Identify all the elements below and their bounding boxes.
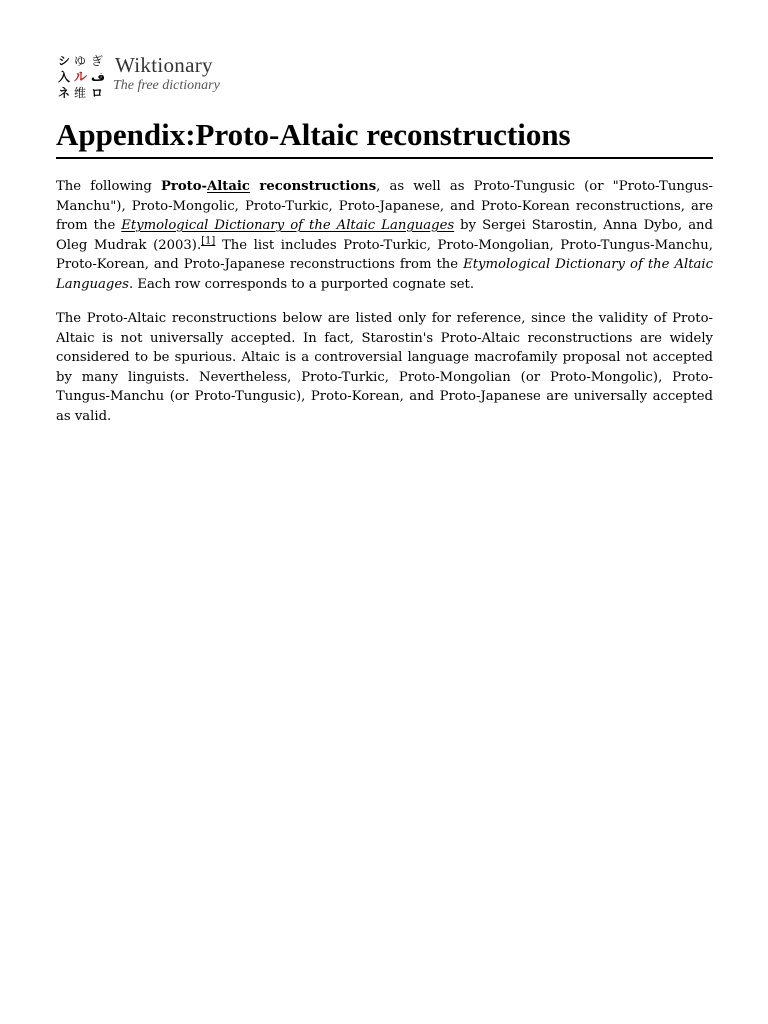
logo-glyph: ف [91,70,105,84]
bold-term [161,179,376,194]
logo-glyph: 入 [58,70,71,84]
book-title-link[interactable]: Etymological Dictionary of the Altaic Languages [121,218,455,233]
logo-glyph: ぎ [91,54,104,68]
text-run: , as well as Proto-Tungusic (or "Proto-Tungus-Manchu"), Proto-Mongolic, Proto-Turkic, Proto-Japanese, and Proto-Korean reconstructions, are from the [56,179,713,233]
logo-glyph: シ [58,54,71,68]
logo-glyph: ネ [58,86,71,100]
article-body [56,177,713,441]
page-title: Appendix:Proto-Altaic reconstructions [56,116,713,159]
text-run: The following [56,179,161,194]
disclaimer-paragraph: The Proto-Altaic reconstructions below are listed only for reference, since the validity of Proto-Altaic is not universally accepted. In fact, Starostin's Proto-Altaic reconstructions are widely considered to be spurious. Altaic is a controversial language macrofamily proposal not accepted by many linguists. Nevertheless, Proto-Turkic, Proto-Mongolian (or Proto-Mongolic), Proto-Tungus-Manchu (or Proto-Tungusic), Proto-Korean, and Proto-Japanese are universally accepted as valid. [56,311,713,424]
bold-reconstructions: reconstructions [249,179,377,194]
text-run: . Each row corresponds to a purported cognate set. [128,276,475,292]
site-name[interactable]: Wiktionary [115,53,213,77]
bold-proto: Proto- [160,179,207,194]
text-run: The list includes Proto-Turkic, Proto-Mongolian, Proto-Tungus-Manchu, Proto-Korean, and Proto-Japanese reconstructions from the [56,237,713,272]
logo-glyph: ル [74,70,88,85]
site-tagline: The free dictionary [113,78,220,93]
altaic-link[interactable]: Altaic [206,179,250,194]
logo-glyph: 维 [74,86,87,100]
text-run: by Sergei Starostin, Anna Dybo, and Oleg Mudrak (2003). [56,218,713,253]
site-brand[interactable] [56,52,256,102]
logo-glyph: ゆ [74,54,87,68]
logo-glyph: ロ [91,86,104,100]
book-title: Etymological Dictionary of the Altaic Languages [56,257,714,292]
wiktionary-logo-icon[interactable] [56,52,108,100]
intro-paragraph [56,177,713,294]
reference-link[interactable]: [1] [201,235,216,247]
